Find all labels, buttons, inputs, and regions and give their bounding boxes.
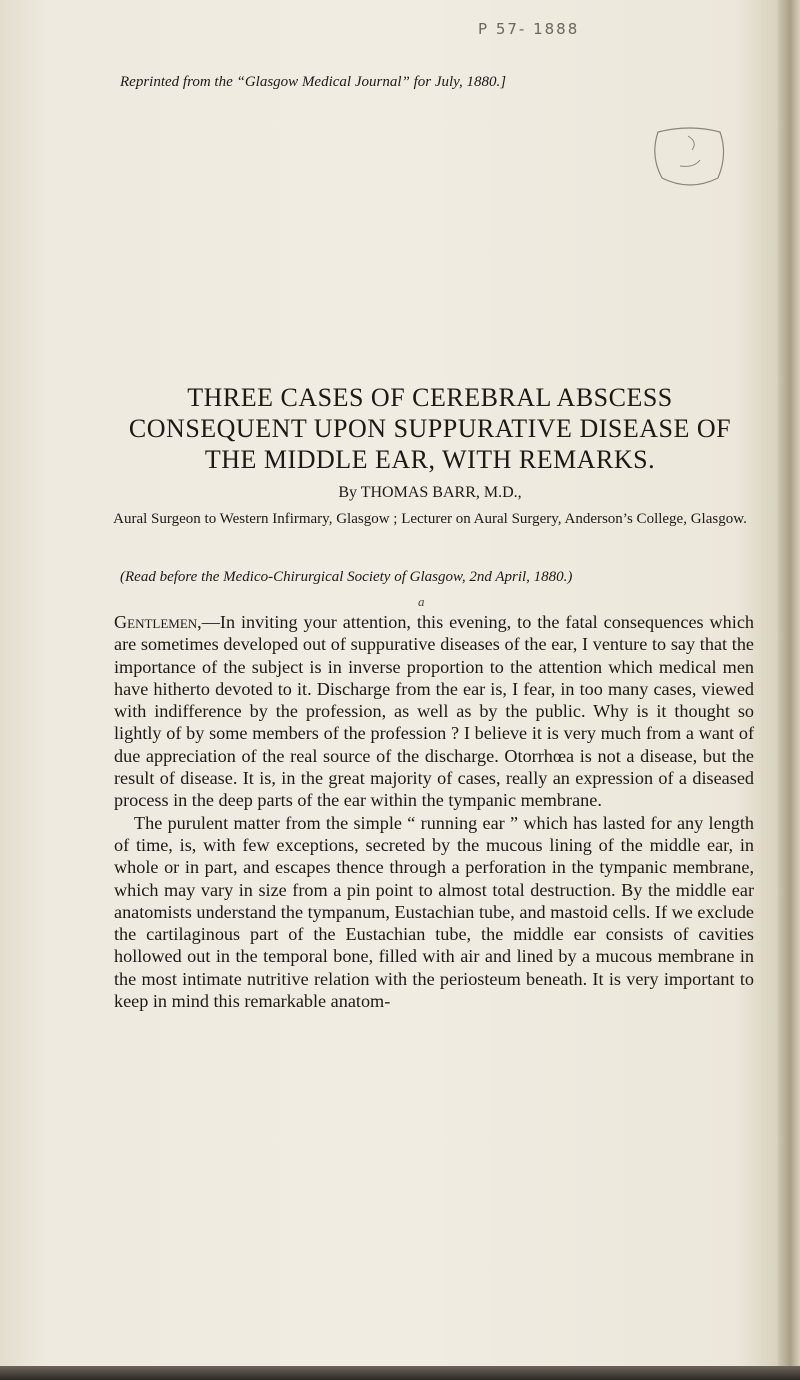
paragraph-1 bbox=[114, 611, 754, 812]
paragraph-2: The purulent matter from the simple “ running ear ” which has lasted for any length of time, is, with few exceptions, secreted by the mucous lining of the middle ear, in whole or in part, and escapes thence through a perforation in the tympanic membrane, which may vary in size from a pin point to almost total destruction. By the middle ear anatomists understand the tympanum, Eustachian tube, and mastoid cells. If we exclude the cartilaginous part of the Eustachian tube, the middle ear consists of cavities hollowed out in the temporal bone, filled with air and lined by a mucous membrane in the most intimate nutritive relation with the periosteum beneath. It is very important to keep in mind this remarkable anatom- bbox=[114, 812, 754, 1012]
page-edge-bottom bbox=[0, 1366, 800, 1380]
reprint-notice: Reprinted from the “Glasgow Medical Journal” for July, 1880.] bbox=[120, 74, 507, 90]
article-body bbox=[114, 611, 754, 1012]
author-byline: By THOMAS BARR, M.D., bbox=[338, 484, 522, 501]
paragraph-1-text: —In inviting your attention, this evening, to the fatal consequences which are sometimes developed out of suppurative diseases of the ear, I venture to say that the importance of the subject is in inverse proportion to the attention which medical men have hitherto devoted to it. Discharge from the ear is, I fear, in too many cases, viewed with indifference by the profession, as well as by the public. Why is it thought so lightly of by some members of the profession ? I believe it is very much from a want of due appreciation of the real source of the discharge. Otorrhœa is not a disease, but the result of disease. It is, in the great majority of cases, really an expression of a diseased process in the deep parts of the ear within the tympanic membrane. bbox=[114, 612, 754, 811]
read-before-note: (Read before the Medico-Chirurgical Society of Glasgow, 2nd April, 1880.) bbox=[120, 569, 573, 585]
library-stamp-outline bbox=[640, 120, 730, 192]
page-edge-right bbox=[778, 0, 800, 1380]
handwritten-shelf-mark: P 57- 1888 bbox=[478, 20, 580, 38]
author-affiliation: Aural Surgeon to Western Infirmary, Glasgow ; Lecturer on Aural Surgery, Anderson’s College, Glasgow. bbox=[113, 511, 747, 527]
salutation: Gentlemen, bbox=[114, 612, 202, 632]
article-title: THREE CASES OF CEREBRAL ABSCESS CONSEQUENT UPON SUPPURATIVE DISEASE OF THE MIDDLE EAR, WITH REMARKS. bbox=[128, 383, 732, 474]
pencil-margin-mark: a bbox=[418, 594, 425, 609]
